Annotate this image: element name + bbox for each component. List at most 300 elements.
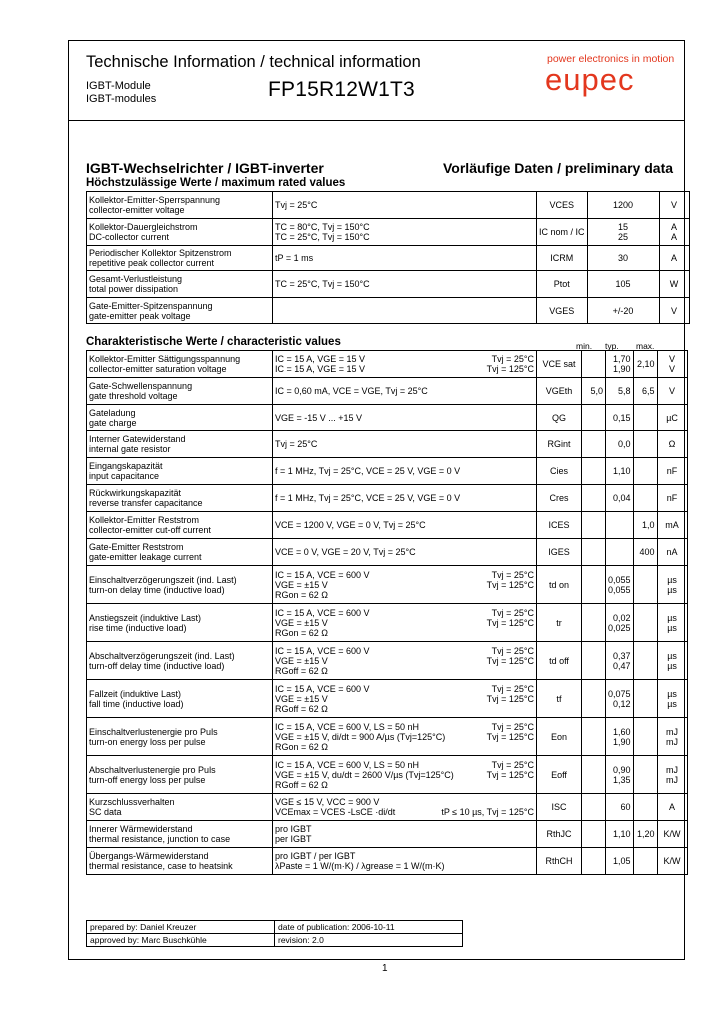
desc-line: Kurzschlussverhalten bbox=[89, 797, 175, 807]
param-description bbox=[87, 458, 273, 485]
condition-line bbox=[275, 684, 534, 694]
rated-value bbox=[587, 298, 659, 324]
unit-line: µs bbox=[667, 574, 677, 585]
characteristic-row bbox=[87, 351, 688, 378]
condition-text: VGE = ±15 V bbox=[275, 617, 328, 628]
condition-text: VGE = ±15 V bbox=[275, 579, 328, 590]
condition-line bbox=[275, 694, 534, 704]
unit-line: K/W bbox=[663, 829, 681, 839]
typ-value bbox=[606, 351, 634, 378]
param-description bbox=[87, 794, 273, 821]
characteristic-row bbox=[87, 848, 688, 875]
unit-line: Ω bbox=[668, 439, 676, 449]
symbol: IGES bbox=[537, 539, 582, 566]
max-value bbox=[633, 821, 657, 848]
min-value bbox=[582, 604, 606, 642]
unit bbox=[657, 821, 687, 848]
desc-line: input capacitance bbox=[89, 471, 160, 481]
condition-text: RGoff = 62 Ω bbox=[275, 665, 328, 676]
symbol: Eoff bbox=[537, 756, 582, 794]
val-line: 25 bbox=[618, 232, 629, 242]
unit-line: µs bbox=[667, 612, 677, 623]
min-value bbox=[582, 512, 606, 539]
typ-line: 0,15 bbox=[613, 412, 631, 423]
condition-line bbox=[275, 439, 534, 449]
brand-tagline: power electronics in motion bbox=[547, 53, 675, 65]
typ-line: 0,055 bbox=[608, 584, 631, 595]
unit-line: mJ bbox=[666, 726, 679, 737]
desc-line: turn-on delay time (inductive load) bbox=[89, 584, 225, 595]
max-value bbox=[633, 604, 657, 642]
typ-value bbox=[606, 794, 634, 821]
unit bbox=[657, 756, 687, 794]
unit-line: V bbox=[671, 305, 678, 316]
unit-line: nF bbox=[666, 466, 678, 476]
condition-text: IC = 15 A, VGE = 15 V bbox=[275, 364, 366, 374]
min-value bbox=[582, 405, 606, 431]
symbol: QG bbox=[537, 405, 582, 431]
symbol: VCE sat bbox=[537, 351, 582, 378]
param-description bbox=[87, 192, 273, 219]
param-description bbox=[87, 566, 273, 604]
condition-line bbox=[275, 570, 534, 580]
condition-line bbox=[275, 466, 534, 476]
val-line: +/-20 bbox=[612, 305, 634, 316]
typ-value bbox=[606, 821, 634, 848]
condition-text: f = 1 MHz, Tvj = 25°C, VCE = 25 V, VGE = 0 V bbox=[275, 493, 461, 503]
param-description bbox=[87, 298, 273, 324]
condition-text: IC = 15 A, VCE = 600 V bbox=[275, 683, 370, 694]
desc-line: collector-emitter saturation voltage bbox=[89, 364, 227, 374]
unit-line: A bbox=[671, 232, 678, 242]
unit-line: mJ bbox=[666, 764, 679, 775]
desc-line: Abschaltverlustenergie pro Puls bbox=[89, 764, 216, 775]
typ-line: 1,10 bbox=[613, 466, 631, 476]
max-ratings-heading: Höchstzulässige Werte / maximum rated values bbox=[86, 177, 346, 189]
condition-line bbox=[275, 861, 534, 871]
unit bbox=[657, 405, 687, 431]
param-description bbox=[87, 848, 273, 875]
min-value bbox=[582, 431, 606, 458]
unit-line: mA bbox=[665, 520, 679, 530]
test-condition bbox=[273, 821, 537, 848]
test-condition bbox=[273, 485, 537, 512]
subtitle-de: IGBT-Module bbox=[86, 80, 151, 92]
test-condition bbox=[273, 431, 537, 458]
desc-line: gate-emitter peak voltage bbox=[89, 310, 191, 321]
test-condition bbox=[273, 192, 537, 219]
characteristic-row bbox=[87, 718, 688, 756]
typ-value bbox=[606, 566, 634, 604]
approved-by: approved by: Marc Buschkühle bbox=[87, 934, 275, 947]
symbol: IC nom / IC bbox=[537, 219, 588, 246]
max-value bbox=[633, 485, 657, 512]
max-line: 6,5 bbox=[642, 386, 655, 396]
rated-value bbox=[587, 271, 659, 298]
condition-text: RGon = 62 Ω bbox=[275, 589, 329, 600]
condition-text: IC = 15 A, VCE = 600 V, LS = 50 nH bbox=[275, 721, 420, 732]
symbol: Cres bbox=[537, 485, 582, 512]
condition-line bbox=[275, 628, 534, 638]
unit-line: mJ bbox=[666, 774, 679, 785]
condition-text: RGoff = 62 Ω bbox=[275, 779, 328, 790]
desc-line: turn-off energy loss per pulse bbox=[89, 774, 206, 785]
condition-text: VGE = -15 V ... +15 V bbox=[275, 412, 363, 423]
test-condition bbox=[273, 848, 537, 875]
desc-line: Übergangs-Wärmewiderstand bbox=[89, 851, 209, 861]
max-value bbox=[633, 642, 657, 680]
condition-line bbox=[275, 722, 534, 732]
prepared-by: prepared by: Daniel Kreuzer bbox=[87, 921, 275, 934]
typ-line: 0,075 bbox=[608, 688, 631, 699]
desc-line: Rückwirkungskapazität bbox=[89, 488, 182, 498]
symbol: td on bbox=[537, 566, 582, 604]
temperature-text: Tvj = 125°C bbox=[486, 693, 534, 704]
desc-line: Gate-Schwellenspannung bbox=[89, 381, 193, 391]
unit bbox=[657, 718, 687, 756]
page-number: 1 bbox=[382, 963, 388, 974]
desc-line: Gate-Emitter Reststrom bbox=[89, 542, 184, 552]
typ-line: 0,04 bbox=[613, 493, 631, 503]
max-rating-row bbox=[87, 271, 690, 298]
max-value bbox=[633, 794, 657, 821]
min-value bbox=[582, 566, 606, 604]
typ-line: 0,47 bbox=[613, 660, 631, 671]
symbol: ISC bbox=[537, 794, 582, 821]
max-value bbox=[633, 848, 657, 875]
publication-date: date of publication: 2006-10-11 bbox=[275, 921, 463, 934]
header-divider bbox=[68, 120, 685, 121]
max-line: 1,0 bbox=[642, 520, 655, 530]
desc-line: total power dissipation bbox=[89, 284, 179, 294]
condition-line bbox=[275, 704, 534, 714]
test-condition bbox=[273, 271, 537, 298]
unit-line: µs bbox=[667, 650, 677, 661]
desc-line: rise time (inductive load) bbox=[89, 622, 187, 633]
cond-line: Tvj = 25°C bbox=[275, 200, 318, 210]
desc-line: Periodischer Kollektor Spitzenstrom bbox=[89, 248, 232, 258]
min-value bbox=[582, 821, 606, 848]
unit-line: A bbox=[669, 802, 676, 812]
desc-line: Kollektor-Emitter Sättigungsspannung bbox=[89, 354, 241, 364]
param-description bbox=[87, 680, 273, 718]
desc-line: Gate-Emitter-Spitzenspannung bbox=[89, 300, 213, 311]
desc-line: gate-emitter leakage current bbox=[89, 552, 202, 562]
desc-line: reverse transfer capacitance bbox=[89, 498, 203, 508]
characteristic-row bbox=[87, 539, 688, 566]
characteristics-table bbox=[86, 350, 688, 875]
condition-line bbox=[275, 732, 534, 742]
unit-line: µC bbox=[666, 412, 678, 423]
condition-text: RGon = 62 Ω bbox=[275, 627, 329, 638]
condition-text: λPaste = 1 W/(m·K) / λgrease = 1 W/(m·K) bbox=[275, 861, 445, 871]
min-value bbox=[582, 458, 606, 485]
unit-line: µs bbox=[667, 584, 677, 595]
desc-line: Kollektor-Emitter Reststrom bbox=[89, 515, 200, 525]
characteristic-row bbox=[87, 431, 688, 458]
desc-line: DC-collector current bbox=[89, 232, 170, 242]
max-value bbox=[633, 680, 657, 718]
unit-line: A bbox=[671, 222, 678, 232]
param-description bbox=[87, 351, 273, 378]
unit-line: V bbox=[671, 200, 678, 210]
document-title: Technische Information / technical information bbox=[86, 53, 421, 71]
min-value bbox=[582, 485, 606, 512]
unit bbox=[657, 431, 687, 458]
section-title-right: Vorläufige Daten / preliminary data bbox=[443, 160, 674, 176]
typ-value bbox=[606, 485, 634, 512]
max-value bbox=[633, 539, 657, 566]
characteristics-heading: Charakteristische Werte / characteristic values bbox=[86, 336, 341, 348]
characteristic-row bbox=[87, 821, 688, 848]
param-description bbox=[87, 604, 273, 642]
unit-line: mJ bbox=[666, 736, 679, 747]
typ-line: 0,02 bbox=[613, 612, 631, 623]
test-condition bbox=[273, 539, 537, 566]
typ-line: 0,055 bbox=[608, 574, 631, 585]
min-value bbox=[582, 642, 606, 680]
max-value bbox=[633, 718, 657, 756]
symbol: VGEth bbox=[537, 378, 582, 405]
desc-line: fall time (inductive load) bbox=[89, 698, 184, 709]
temperature-text: tP ≤ 10 µs, Tvj = 125°C bbox=[441, 807, 534, 817]
characteristic-row bbox=[87, 566, 688, 604]
unit-line: V bbox=[669, 354, 676, 364]
characteristic-row bbox=[87, 458, 688, 485]
desc-line: Fallzeit (induktive Last) bbox=[89, 688, 182, 699]
max-value bbox=[633, 431, 657, 458]
condition-text: VCE = 0 V, VGE = 20 V, Tvj = 25°C bbox=[275, 547, 416, 557]
typ-value bbox=[606, 642, 634, 680]
desc-line: Kollektor-Dauergleichstrom bbox=[89, 222, 198, 232]
param-description bbox=[87, 378, 273, 405]
min-value bbox=[582, 756, 606, 794]
test-condition bbox=[273, 378, 537, 405]
characteristic-row bbox=[87, 756, 688, 794]
desc-line: thermal resistance, junction to case bbox=[89, 834, 231, 844]
condition-line bbox=[275, 780, 534, 790]
typ-value bbox=[606, 431, 634, 458]
typ-value bbox=[606, 378, 634, 405]
min-value bbox=[582, 848, 606, 875]
desc-line: Einschaltverzögerungszeit (ind. Last) bbox=[89, 574, 237, 585]
unit bbox=[657, 458, 687, 485]
param-description bbox=[87, 219, 273, 246]
typ-value bbox=[606, 680, 634, 718]
typ-value bbox=[606, 512, 634, 539]
desc-line: turn-on energy loss per pulse bbox=[89, 736, 206, 747]
param-description bbox=[87, 431, 273, 458]
condition-line bbox=[275, 760, 534, 770]
desc-line: collector-emitter cut-off current bbox=[89, 525, 211, 535]
desc-line: SC data bbox=[89, 807, 122, 817]
rated-value bbox=[587, 192, 659, 219]
condition-text: VCEmax = VCES -LsCE ·di/dt bbox=[275, 807, 396, 817]
unit-line: nA bbox=[666, 547, 678, 557]
test-condition bbox=[273, 680, 537, 718]
typ-value bbox=[606, 458, 634, 485]
typ-line: 60 bbox=[620, 802, 631, 812]
symbol: tf bbox=[537, 680, 582, 718]
param-description bbox=[87, 642, 273, 680]
condition-text: IC = 15 A, VCE = 600 V bbox=[275, 569, 370, 580]
desc-line: Einschaltverlustenergie pro Puls bbox=[89, 726, 218, 737]
unit-line: µs bbox=[667, 622, 677, 633]
cond-line: tP = 1 ms bbox=[275, 253, 314, 263]
desc-line: gate charge bbox=[89, 417, 137, 428]
temperature-text: Tvj = 25°C bbox=[491, 683, 534, 694]
condition-text: IC = 0,60 mA, VCE = VGE, Tvj = 25°C bbox=[275, 386, 428, 396]
symbol: VCES bbox=[537, 192, 588, 219]
max-value bbox=[633, 756, 657, 794]
condition-text: RGon = 62 Ω bbox=[275, 741, 329, 752]
max-rating-row bbox=[87, 246, 690, 271]
typ-line: 0,37 bbox=[613, 650, 631, 661]
condition-text: RGoff = 62 Ω bbox=[275, 703, 328, 714]
param-description bbox=[87, 821, 273, 848]
condition-text: VGE = ±15 V, du/dt = 2600 V/µs (Tvj=125°C) bbox=[275, 769, 454, 780]
unit-line: V bbox=[669, 364, 676, 374]
desc-line: turn-off delay time (inductive load) bbox=[89, 660, 225, 671]
max-ratings-table bbox=[86, 191, 690, 324]
symbol: tr bbox=[537, 604, 582, 642]
test-condition bbox=[273, 794, 537, 821]
condition-line bbox=[275, 656, 534, 666]
unit bbox=[657, 351, 687, 378]
typ-value bbox=[606, 539, 634, 566]
min-value bbox=[582, 794, 606, 821]
param-description bbox=[87, 246, 273, 271]
condition-line bbox=[275, 547, 534, 557]
condition-line bbox=[275, 770, 534, 780]
min-value bbox=[582, 351, 606, 378]
max-line: 400 bbox=[639, 547, 655, 557]
unit bbox=[657, 680, 687, 718]
unit bbox=[659, 246, 689, 271]
condition-text: IC = 15 A, VCE = 600 V, LS = 50 nH bbox=[275, 759, 420, 770]
typ-line: 1,60 bbox=[613, 726, 631, 737]
cond-line: TC = 25°C, Tvj = 150°C bbox=[275, 232, 370, 242]
unit-line: nF bbox=[666, 493, 678, 503]
temperature-text: Tvj = 25°C bbox=[491, 569, 534, 580]
condition-line bbox=[275, 834, 534, 844]
max-value bbox=[633, 378, 657, 405]
max-value bbox=[633, 458, 657, 485]
condition-line bbox=[275, 354, 534, 364]
col-min-header: min. bbox=[576, 341, 593, 351]
val-line: 30 bbox=[618, 253, 629, 263]
symbol: RthJC bbox=[537, 821, 582, 848]
unit-line: µs bbox=[667, 660, 677, 671]
test-condition bbox=[273, 756, 537, 794]
desc-line: Anstiegszeit (induktive Last) bbox=[89, 612, 202, 623]
test-condition bbox=[273, 642, 537, 680]
symbol: RGint bbox=[537, 431, 582, 458]
min-value bbox=[582, 539, 606, 566]
condition-line bbox=[275, 608, 534, 618]
max-rating-row bbox=[87, 298, 690, 324]
condition-text: IC = 15 A, VCE = 600 V bbox=[275, 607, 370, 618]
desc-line: Abschaltverzögerungszeit (ind. Last) bbox=[89, 650, 235, 661]
max-line: 2,10 bbox=[637, 359, 655, 369]
test-condition bbox=[273, 298, 537, 324]
unit bbox=[659, 219, 689, 246]
unit bbox=[657, 512, 687, 539]
condition-text: VGE = ±15 V bbox=[275, 655, 328, 666]
test-condition bbox=[273, 458, 537, 485]
symbol: RthCH bbox=[537, 848, 582, 875]
condition-text: IC = 15 A, VGE = 15 V bbox=[275, 354, 366, 364]
desc-line: Eingangskapazität bbox=[89, 461, 163, 471]
cond-line: TC = 25°C, Tvj = 150°C bbox=[275, 279, 370, 289]
unit bbox=[657, 794, 687, 821]
subtitle-en: IGBT-modules bbox=[86, 93, 157, 105]
rated-value bbox=[587, 219, 659, 246]
typ-line: 0,90 bbox=[613, 764, 631, 775]
desc-line: gate threshold voltage bbox=[89, 391, 178, 401]
condition-text: IC = 15 A, VCE = 600 V bbox=[275, 645, 370, 656]
min-line: 5,0 bbox=[590, 386, 603, 396]
max-value bbox=[633, 512, 657, 539]
unit bbox=[657, 642, 687, 680]
unit-line: A bbox=[671, 253, 678, 263]
condition-line bbox=[275, 590, 534, 600]
test-condition bbox=[273, 604, 537, 642]
temperature-text: Tvj = 25°C bbox=[491, 645, 534, 656]
unit-line: K/W bbox=[663, 856, 681, 866]
condition-line bbox=[275, 646, 534, 656]
typ-line: 1,10 bbox=[613, 829, 631, 839]
typ-line: 1,35 bbox=[613, 774, 631, 785]
cond-line: TC = 80°C, Tvj = 150°C bbox=[275, 222, 370, 232]
characteristic-row bbox=[87, 604, 688, 642]
unit-line: V bbox=[669, 386, 676, 396]
max-value bbox=[633, 405, 657, 431]
test-condition bbox=[273, 718, 537, 756]
typ-value bbox=[606, 405, 634, 431]
desc-line: Interner Gatewiderstand bbox=[89, 434, 186, 444]
characteristic-row bbox=[87, 378, 688, 405]
desc-line: repetitive peak collector current bbox=[89, 258, 215, 268]
unit bbox=[659, 271, 689, 298]
condition-text: Tvj = 25°C bbox=[275, 439, 318, 449]
desc-line: internal gate resistor bbox=[89, 444, 171, 454]
desc-line: thermal resistance, case to heatsink bbox=[89, 861, 233, 871]
typ-line: 5,8 bbox=[618, 386, 631, 396]
unit bbox=[657, 604, 687, 642]
temperature-text: Tvj = 25°C bbox=[491, 354, 534, 364]
param-description bbox=[87, 271, 273, 298]
condition-line bbox=[275, 580, 534, 590]
condition-text: VGE ≤ 15 V, VCC = 900 V bbox=[275, 797, 380, 807]
temperature-text: Tvj = 125°C bbox=[486, 579, 534, 590]
condition-text: pro IGBT bbox=[275, 824, 312, 834]
footer-table bbox=[86, 920, 463, 947]
condition-text: f = 1 MHz, Tvj = 25°C, VCE = 25 V, VGE = 0 V bbox=[275, 466, 461, 476]
typ-line: 1,90 bbox=[613, 364, 631, 374]
revision: revision: 2.0 bbox=[275, 934, 463, 947]
condition-line bbox=[275, 824, 534, 834]
condition-line bbox=[275, 666, 534, 676]
min-value bbox=[582, 680, 606, 718]
test-condition bbox=[273, 351, 537, 378]
param-description bbox=[87, 539, 273, 566]
unit bbox=[657, 485, 687, 512]
desc-line: Gateladung bbox=[89, 407, 136, 418]
condition-line bbox=[275, 386, 534, 396]
param-description bbox=[87, 718, 273, 756]
symbol: Cies bbox=[537, 458, 582, 485]
